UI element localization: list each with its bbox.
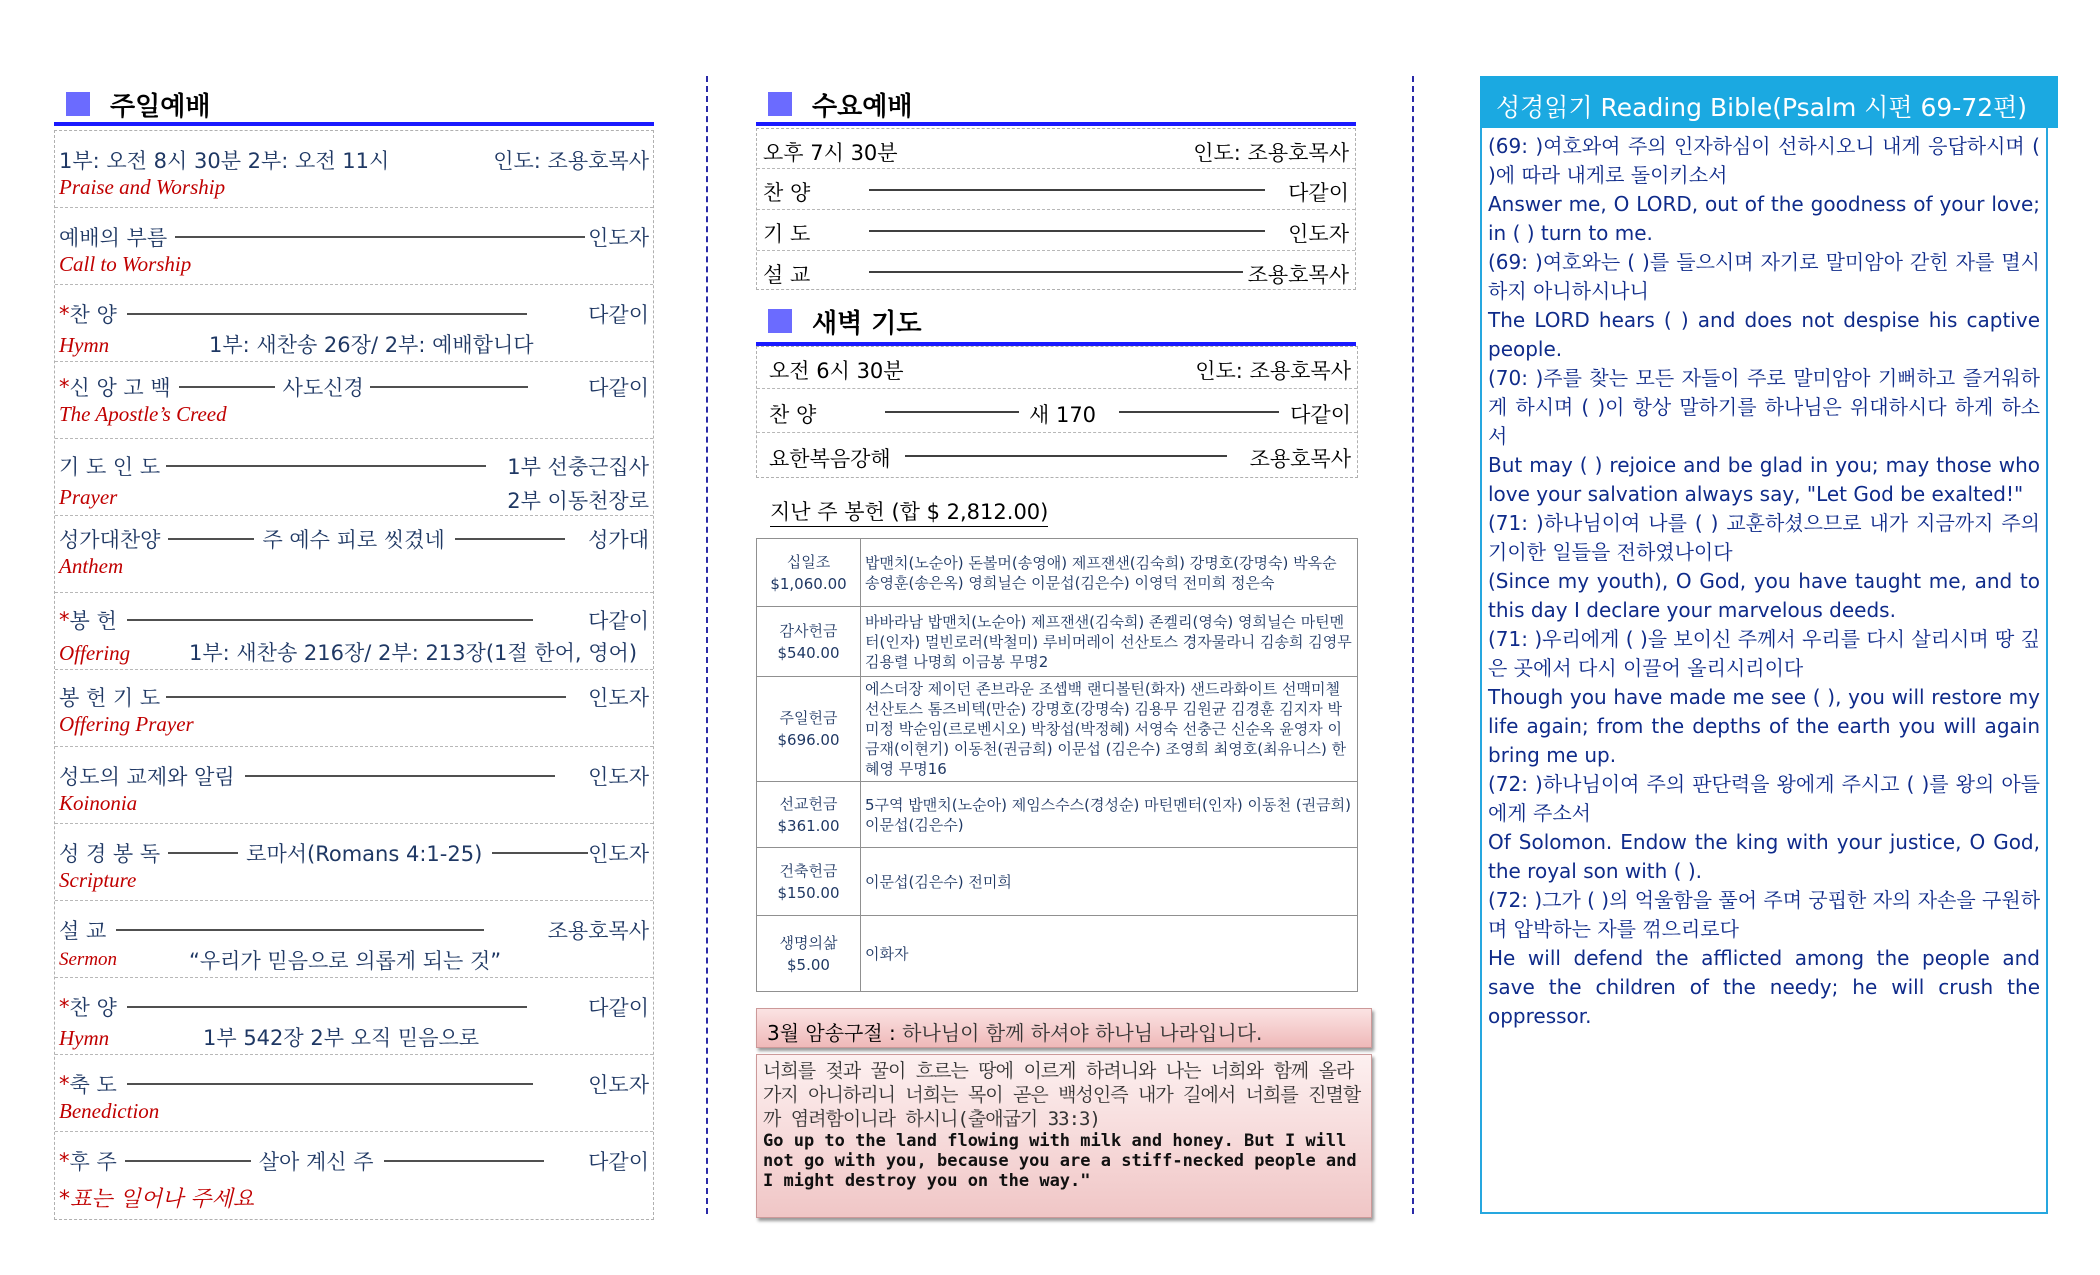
postlude-mid: 살아 계신 주 [258, 1150, 374, 1174]
star-mark: * [59, 375, 70, 399]
dawn-title: 새벽 기도 [812, 308, 922, 339]
wednesday-heading [756, 86, 1356, 126]
bible-line: (71: )하나님이여 나를 ( ) 교훈하셨으므로 내가 지금까지 주의 기이한 일들을 전하였나이다 [1488, 511, 2040, 564]
dash-leader [168, 852, 238, 854]
anthem-mid: 주 예수 피로 씻겼네 [262, 528, 445, 552]
bible-line: (69: )여호와여 주의 인자하심이 선하시오니 내게 응답하시며 ( )에 따라 내게로 돌이키소서 [1488, 134, 2040, 187]
dawn-time: 오전 6시 30분 [769, 359, 904, 383]
sermon-label: 설 교 [59, 919, 107, 943]
creed-mid: 사도신경 [282, 376, 364, 400]
sunday-heading [54, 86, 654, 126]
offering-kind: 건축헌금 [779, 861, 838, 880]
scripture-mid: 로마서(Romans 4:1-25) [246, 842, 483, 866]
anthem-row [55, 516, 653, 593]
offering-amount: $361.00 [777, 816, 840, 835]
bible-line: But may ( ) rejoice and be glad in you; may those who love your salvation always say, "Let God be exalted!" [1488, 453, 2040, 506]
benediction-right: 인도자 [588, 1073, 649, 1097]
scripture-right: 인도자 [588, 842, 649, 866]
hymn2-detail: 1부 542장 2부 오직 믿음으로 [203, 1026, 480, 1050]
dash-leader [168, 538, 254, 540]
scripture-row [55, 824, 653, 901]
star-mark: * [59, 1072, 70, 1096]
sermon-row [55, 901, 653, 978]
bible-line: (71: )우리에게 ( )을 보이신 주께서 우리를 다시 살리시며 땅 깊은 곳에서 다시 이끌어 올리시리이다 [1488, 627, 2041, 680]
table-row [757, 916, 1358, 992]
bible-line: (70: )주를 찾는 모든 자들이 주로 말미암아 기뻐하고 즐거워하게 하시며 ( )이 항상 말하기를 하나님은 위대하시다 하게 하소서 [1488, 366, 2040, 448]
anthem-right: 성가대 [588, 528, 649, 552]
dawn-time-row [757, 347, 1357, 389]
table-row [757, 848, 1358, 916]
hymn1-label: 찬 양 [69, 303, 117, 327]
sermon-title: “우리가 믿음으로 의롭게 되는 것” [189, 949, 502, 973]
wednesday-hymn-label: 찬 양 [763, 181, 811, 205]
dash-leader [384, 1160, 544, 1162]
wednesday-sermon-right: 조용호목사 [1247, 263, 1349, 287]
dash-leader [885, 411, 1019, 413]
offering-right: 다같이 [588, 609, 649, 633]
hymn1-detail: 1부: 새찬송 26장/ 2부: 예배합니다 [209, 333, 534, 357]
hymn1-right: 다같이 [588, 303, 649, 327]
offerings-table [756, 538, 1358, 992]
table-row [757, 539, 1358, 607]
dash-leader [1119, 411, 1279, 413]
hymn2-row [55, 978, 653, 1055]
dash-leader [127, 619, 533, 621]
offering-label: 봉 헌 [69, 609, 117, 633]
offering-kind: 감사헌금 [779, 621, 838, 640]
offerings-title: 지난 주 봉헌 (합 $ 2,812.00) [770, 496, 1048, 527]
hymn1-row [55, 285, 653, 362]
dawn-hymn-row [757, 389, 1357, 433]
sermon-eng: Sermon [59, 949, 118, 970]
dawn-order [756, 346, 1358, 478]
offering-names: 에스더장 제이던 존브라운 조셉백 랜디볼틴(화자) 샌드라화이트 선맥미첼 선산토스 톰즈비텍(만순) 강명호(강명숙) 김용무 김원균 김경훈 김지자 박미정 박순임(르로벤시오) 박창섭(박정혜) 서영숙 선충근 신순옥 윤영자 이금재(이현기) 이동천(권금희) 이문섭 (김은수) 조영희 최영호(최유니스) 한혜영 무명16 [861, 677, 1358, 782]
dash-leader [179, 386, 275, 388]
dash-leader [869, 189, 1265, 191]
heading-square-icon [768, 92, 792, 116]
dash-leader [166, 465, 486, 467]
bible-reading-box [1480, 76, 2048, 1214]
koinonia-eng: Koinonia [59, 791, 138, 815]
offering-amount: $150.00 [777, 883, 840, 902]
offering-names: 이화자 [861, 916, 1358, 992]
wednesday-sermon-label: 설 교 [763, 263, 811, 287]
prayer-eng: Prayer [59, 485, 118, 509]
star-mark: * [59, 1149, 70, 1173]
service-times-row [55, 131, 653, 208]
dash-leader [245, 775, 555, 777]
offering-amount: $696.00 [777, 731, 840, 749]
memory-korean: 너희를 젖과 꿀이 흐르는 땅에 이르게 하려니와 나는 너희와 함께 올라가지 아니하리니 너희는 목이 곧은 백성인즉 내가 길에서 너희를 진멸할까 염려함이니라 하시니(출애굽기 33:3) [763, 1060, 1361, 1130]
star-mark: * [59, 302, 70, 326]
creed-row [55, 362, 653, 439]
offering-prayer-right: 인도자 [588, 686, 649, 710]
scripture-eng: Scripture [59, 868, 137, 892]
dawn-sermon-right: 조용호목사 [1249, 447, 1351, 471]
benediction-eng: Benediction [59, 1099, 160, 1123]
stand-note: *표는 일어나 주세요 [59, 1187, 255, 1212]
dash-leader [125, 1160, 251, 1162]
offering-names: 이문섭(김은수) 전미희 [861, 848, 1358, 916]
dawn-sermon-row [757, 433, 1357, 479]
bible-line: The LORD hears ( ) and does not despise his captive people. [1488, 308, 2040, 361]
bible-line: He will defend the afflicted among the people and save the children of the needy; he will crush the oppressor. [1488, 946, 2040, 1028]
wednesday-order [756, 128, 1356, 290]
scripture-label: 성 경 봉 독 [59, 842, 161, 866]
dash-leader [455, 538, 565, 540]
dawn-hymn-label: 찬 양 [769, 403, 817, 427]
dash-leader [869, 230, 1265, 232]
memory-verse [756, 1054, 1372, 1218]
dash-leader [116, 929, 484, 931]
offering-row [55, 593, 653, 670]
bible-title: 성경읽기 Reading Bible(Psalm 시편 69-72편) [1480, 76, 2058, 128]
anthem-eng: Anthem [59, 554, 124, 578]
hymn2-label: 찬 양 [69, 996, 117, 1020]
offering-kind: 생명의삶 [779, 933, 838, 952]
dash-leader [127, 313, 527, 315]
table-row [757, 677, 1358, 782]
wednesday-hymn-right: 다같이 [1288, 181, 1349, 205]
postlude-right: 다같이 [588, 1150, 649, 1174]
postlude-label: 후 주 [69, 1150, 117, 1174]
memory-english: Go up to the land flowing with milk and honey. But I will not go with you, because you are a stiff-necked people and I might destroy you on the way." [763, 1131, 1357, 1191]
call-row [55, 208, 653, 285]
dash-leader [127, 1083, 533, 1085]
dash-leader [370, 386, 528, 388]
wednesday-time: 오후 7시 30분 [763, 141, 898, 165]
prayer-right-2: 2부 이동천장로 [507, 489, 649, 513]
offering-kind: 십일조 [786, 552, 831, 571]
creed-label: 신 앙 고 백 [69, 376, 171, 400]
offering-names: 5구역 밥맨치(노순아) 제임스수스(경성순) 마틴멘터(인자) 이동천 (권금희) 이문섭(김은수) [861, 782, 1358, 848]
sunday-order-of-service [54, 130, 654, 1220]
dawn-hymn-right: 다같이 [1290, 403, 1351, 427]
dawn-sermon-label: 요한복음강해 [769, 447, 891, 471]
heading-square-icon [768, 309, 792, 333]
memory-label: 3월 암송구절 : [767, 1021, 896, 1045]
service-leader: 인도: 조용호목사 [493, 149, 649, 173]
service-times: 1부: 오전 8시 30분 2부: 오전 11시 [59, 149, 390, 173]
memory-title: 하나님이 함께 하셔야 하나님 나라입니다. [902, 1021, 1263, 1045]
offering-prayer-label: 봉 헌 기 도 [59, 686, 161, 710]
offering-prayer-eng: Offering Prayer [59, 712, 194, 736]
bible-line: (Since my youth), O God, you have taught me, and to this day I declare your marvelous deeds. [1488, 569, 2040, 622]
star-mark: * [59, 995, 70, 1019]
wednesday-sermon-row [757, 251, 1355, 291]
bible-line: (72: )하나님이여 주의 판단력을 왕에게 주시고 ( )를 왕의 아들에게 주소서 [1488, 772, 2040, 825]
praise-eng: Praise and Worship [59, 175, 226, 199]
dash-leader [175, 236, 585, 238]
wednesday-hymn-row [757, 169, 1355, 210]
bible-line: (72: )그가 ( )의 억울함을 풀어 주며 궁핍한 자의 자손을 구원하며 압박하는 자를 꺾으리로다 [1488, 888, 2041, 941]
memory-verse-heading [756, 1008, 1372, 1048]
anthem-label: 성가대찬양 [59, 528, 161, 552]
wednesday-prayer-label: 기 도 [763, 222, 811, 246]
call-eng: Call to Worship [59, 252, 192, 276]
sunday-title: 주일예배 [110, 91, 211, 122]
dash-leader [166, 696, 566, 698]
dawn-heading [756, 300, 1356, 346]
creed-eng: The Apostle’s Creed [59, 402, 227, 426]
prayer-row [55, 439, 653, 516]
table-row [757, 782, 1358, 848]
dash-leader [905, 455, 1227, 457]
dash-leader [127, 1006, 527, 1008]
offering-kind: 주일헌금 [779, 709, 838, 727]
dawn-leader: 인도: 조용호목사 [1195, 359, 1351, 383]
wednesday-leader: 인도: 조용호목사 [1193, 141, 1349, 165]
offering-prayer-row [55, 670, 653, 747]
hymn2-right: 다같이 [588, 996, 649, 1020]
bible-text [1488, 132, 2040, 1031]
koinonia-label: 성도의 교제와 알림 [59, 765, 235, 789]
wednesday-title: 수요예배 [812, 91, 913, 122]
column-divider [706, 76, 708, 1214]
offering-names: 바바라남 밥맨치(노순아) 제프잰샌(김숙희) 존켈리(영숙) 영희닐슨 마틴멘터(인자) 멀빈로러(박철미) 루비머레이 선산토스 경자물라니 김송희 김영무 김용렬 나명희 이금봉 무명2 [861, 607, 1358, 677]
sermon-right: 조용호목사 [547, 919, 649, 943]
dawn-hymn-mid: 새 170 [1029, 403, 1097, 427]
creed-right: 다같이 [588, 376, 649, 400]
hymn1-eng: Hymn [59, 333, 110, 357]
offering-amount: $1,060.00 [770, 574, 847, 593]
offering-eng: Offering [59, 641, 131, 665]
bible-line: (69: )여호와는 ( )를 들으시며 자기로 말미암아 갇힌 자를 멸시하지 아니하시나니 [1488, 250, 2040, 303]
hymn2-eng: Hymn [59, 1026, 110, 1050]
offering-amount: $5.00 [787, 955, 830, 974]
wednesday-prayer-row [757, 210, 1355, 251]
call-label: 예배의 부름 [59, 226, 168, 250]
offering-names: 밥맨치(노순아) 돈볼머(송영애) 제프잰샌(김숙희) 강명호(강명숙) 박옥순 송영훈(송은옥) 영희닐슨 이문섭(김은수) 이영덕 전미희 정은숙 [861, 539, 1358, 607]
dash-leader [869, 271, 1243, 273]
benediction-row [55, 1055, 653, 1132]
koinonia-row [55, 747, 653, 824]
wednesday-prayer-right: 인도자 [1288, 222, 1349, 246]
heading-square-icon [66, 92, 90, 116]
bible-line: Answer me, O LORD, out of the goodness of your love; in ( ) turn to me. [1488, 192, 2040, 245]
bible-line: Of Solomon. Endow the king with your justice, O God, the royal son with ( ). [1488, 830, 2040, 883]
offering-amount: $540.00 [777, 643, 840, 662]
call-right: 인도자 [588, 226, 649, 250]
offering-detail: 1부: 새찬송 216장/ 2부: 213장(1절 한어, 영어) [189, 641, 638, 665]
koinonia-right: 인도자 [588, 765, 649, 789]
wednesday-time-row [757, 129, 1355, 169]
postlude-row [55, 1132, 653, 1221]
bible-line: Though you have made me see ( ), you will restore my life again; from the depths of the earth you will again bring me up. [1488, 685, 2040, 767]
dash-leader [492, 852, 588, 854]
table-row [757, 607, 1358, 677]
prayer-label: 기 도 인 도 [59, 455, 161, 479]
column-divider [1412, 76, 1414, 1214]
offering-kind: 선교헌금 [779, 794, 838, 813]
prayer-right-1: 1부 선충근집사 [507, 455, 649, 479]
star-mark: * [59, 608, 70, 632]
benediction-label: 축 도 [69, 1073, 117, 1097]
